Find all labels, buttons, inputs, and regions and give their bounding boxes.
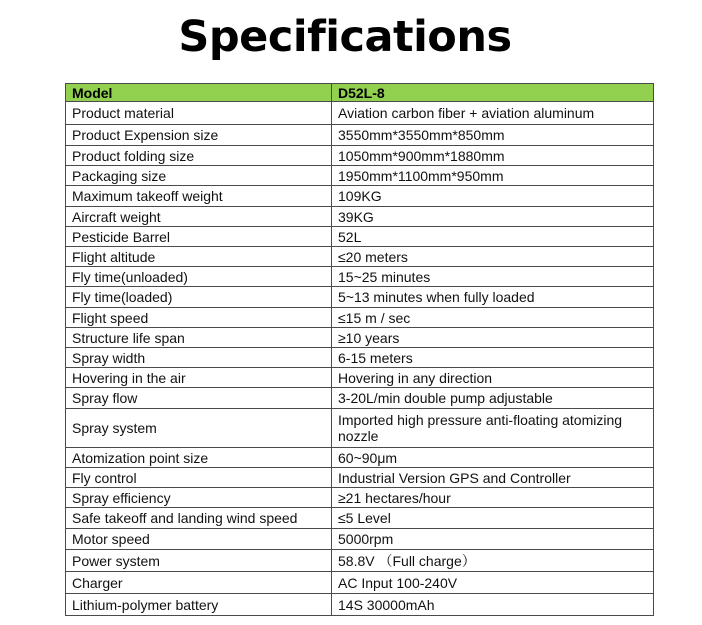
table-row	[66, 308, 654, 328]
table-row	[66, 388, 654, 409]
spec-label: Fly time(loaded)	[66, 287, 332, 308]
table-row	[66, 508, 654, 529]
spec-value: Imported high pressure anti-floating atomizing nozzle	[332, 409, 654, 448]
spec-label: Product Expension size	[66, 125, 332, 146]
spec-label: Power system	[66, 550, 332, 572]
spec-value: 3550mm*3550mm*850mm	[332, 125, 654, 146]
spec-label: Safe takeoff and landing wind speed	[66, 508, 332, 529]
table-row	[66, 348, 654, 368]
spec-label: Aircraft weight	[66, 207, 332, 227]
spec-label: Atomization point size	[66, 448, 332, 468]
spec-value: 15~25 minutes	[332, 267, 654, 287]
spec-label: Lithium-polymer battery	[66, 594, 332, 616]
table-row	[66, 448, 654, 468]
table-row	[66, 125, 654, 146]
table-row	[66, 166, 654, 186]
table-header-row	[66, 84, 654, 102]
spec-value: 3-20L/min double pump adjustable	[332, 388, 654, 409]
spec-label: Product folding size	[66, 146, 332, 166]
spec-label: Fly control	[66, 468, 332, 488]
spec-value: Industrial Version GPS and Controller	[332, 468, 654, 488]
spec-value: 39KG	[332, 207, 654, 227]
table-row	[66, 529, 654, 550]
spec-label: Spray flow	[66, 388, 332, 409]
table-row	[66, 102, 654, 125]
table-row	[66, 368, 654, 388]
spec-label: Spray system	[66, 409, 332, 448]
table-row	[66, 468, 654, 488]
table-row	[66, 287, 654, 308]
spec-value: 14S 30000mAh	[332, 594, 654, 616]
spec-label: Flight altitude	[66, 247, 332, 267]
spec-label: Packaging size	[66, 166, 332, 186]
spec-value: 52L	[332, 227, 654, 247]
spec-value: AC Input 100-240V	[332, 572, 654, 594]
spec-value: ≥21 hectares/hour	[332, 488, 654, 508]
table-row	[66, 247, 654, 267]
table-row	[66, 488, 654, 508]
spec-label: Spray width	[66, 348, 332, 368]
spec-value: ≥10 years	[332, 328, 654, 348]
spec-label: Pesticide Barrel	[66, 227, 332, 247]
table-row	[66, 594, 654, 616]
spec-label: Spray efficiency	[66, 488, 332, 508]
spec-value: 6-15 meters	[332, 348, 654, 368]
spec-value: 109KG	[332, 186, 654, 207]
spec-label: Structure life span	[66, 328, 332, 348]
spec-label: Charger	[66, 572, 332, 594]
spec-label: Flight speed	[66, 308, 332, 328]
spec-value: Hovering in any direction	[332, 368, 654, 388]
spec-value: 5~13 minutes when fully loaded	[332, 287, 654, 308]
spec-value: ≤5 Level	[332, 508, 654, 529]
spec-label: Hovering in the air	[66, 368, 332, 388]
table-row	[66, 328, 654, 348]
table-row	[66, 186, 654, 207]
spec-value: ≤20 meters	[332, 247, 654, 267]
table-row	[66, 572, 654, 594]
table-row	[66, 207, 654, 227]
table-row	[66, 409, 654, 448]
spec-table	[65, 83, 654, 616]
spec-label: Maximum takeoff weight	[66, 186, 332, 207]
spec-value: ≤15 m / sec	[332, 308, 654, 328]
table-row	[66, 267, 654, 287]
table-row	[66, 146, 654, 166]
page-title: Specifications	[178, 12, 512, 62]
spec-value: 60~90μm	[332, 448, 654, 468]
spec-label: Product material	[66, 102, 332, 125]
table-row	[66, 227, 654, 247]
spec-value: 1950mm*1100mm*950mm	[332, 166, 654, 186]
header-label-cell: Model	[66, 84, 332, 102]
spec-value: 5000rpm	[332, 529, 654, 550]
spec-label: Motor speed	[66, 529, 332, 550]
spec-label: Fly time(unloaded)	[66, 267, 332, 287]
table-row	[66, 550, 654, 572]
spec-value: 1050mm*900mm*1880mm	[332, 146, 654, 166]
spec-value: Aviation carbon fiber + aviation aluminum	[332, 102, 654, 125]
header-value-cell: D52L-8	[332, 84, 654, 102]
spec-value: 58.8V （Full charge）	[332, 550, 654, 572]
